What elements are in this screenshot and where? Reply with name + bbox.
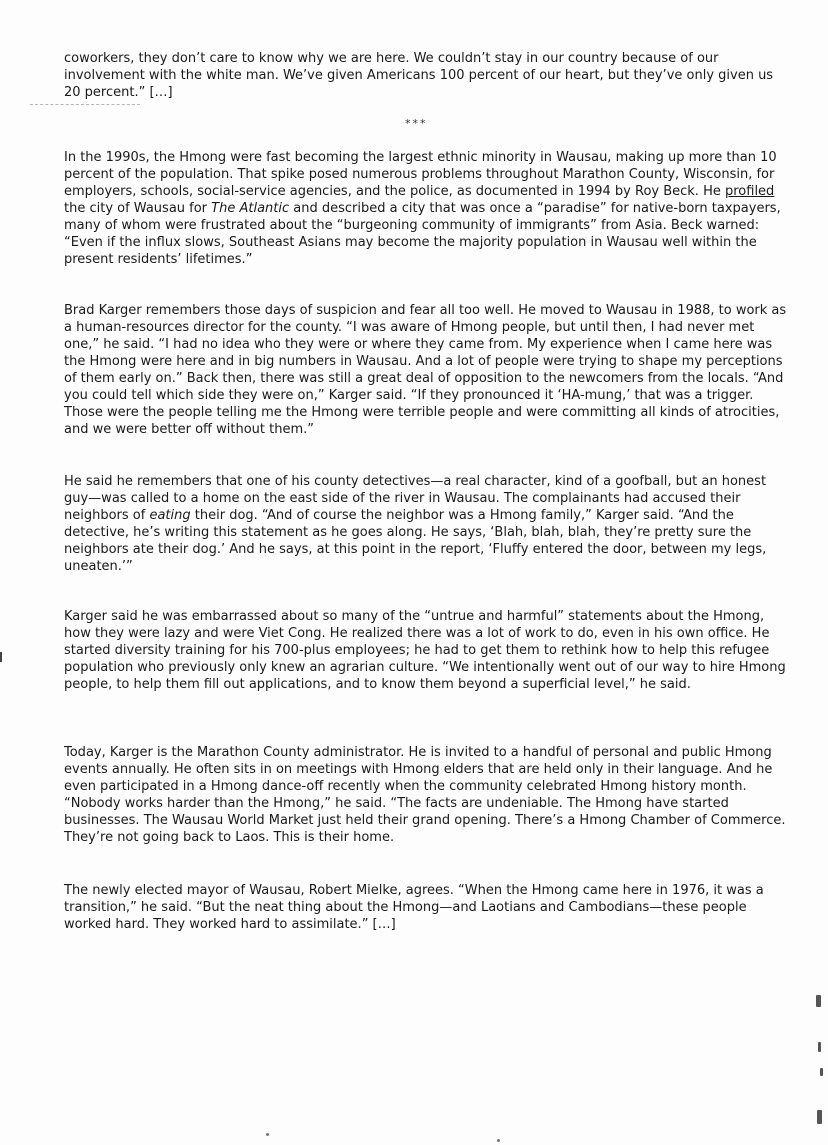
publication-title: The Atlantic: [211, 201, 290, 216]
paragraph-1990s-background: [64, 149, 792, 268]
scan-edge-mark: [816, 995, 821, 1007]
paragraph-mayor-mielke: [64, 882, 792, 933]
paragraph-brad-karger: [64, 302, 792, 438]
paragraph-quote-end: [64, 50, 792, 101]
paragraph-detective-story: [64, 473, 792, 575]
paragraph-text: and described a city that was once a “paradise” for native-born taxpayers, many of whom were frustrated about the “burgeoning community of immigrants” from Asia. Beck warned: “Even if the influx slows, Southeast Asians may become the majority population in Wausau well within the present residents’ lifetimes.”: [64, 201, 781, 267]
paragraph-county-administrator: [64, 744, 792, 846]
emphasis-word: eating: [149, 508, 191, 523]
scan-edge-mark: [818, 1042, 821, 1052]
scan-edge-mark: [820, 1068, 823, 1076]
paragraph-text: In the 1990s, the Hmong were fast becoming the largest ethnic minority in Wausau, making up more than 10 percent of the population. That spike posed numerous problems throughout Marathon County, Wisconsin, for employers, schools, social-service agencies, and the police, as documented in 1994 by Roy Beck. He: [64, 150, 777, 199]
paragraph-text: their dog. “And of course the neighbor was a Hmong family,” Karger said. “And the detective, he’s writing this statement as he goes along. He says, ‘Blah, blah, blah, they’re pretty sure the neighbors ate their dog.’ And he says, at this point in the report, ‘Fluffy entered the door, between my legs, uneaten.’”: [64, 508, 767, 574]
paragraph-text: Today, Karger is the Marathon County administrator. He is invited to a handful of personal and public Hmong events annually. He often sits in on meetings with Hmong elders that are held only in their language. And he even participated in a Hmong dance-off recently when the community celebrated Hmong history month. “Nobody works harder than the Hmong,” he said. “The facts are undeniable. The Hmong have started businesses. The Wausau World Market just held their grand opening. There’s a Hmong Chamber of Commerce. They’re not going back to Laos. This is their home.: [64, 745, 786, 845]
paragraph-text: Brad Karger remembers those days of suspicion and fear all too well. He moved to Wausau in 1988, to work as a human-resources director for the county. “I was aware of Hmong people, but until then, I had never met one,” he said. “I had no idea who they were or where they came from. My experience when I came here was the Hmong were here and in big numbers in Wausau. And a lot of people were trying to shape my perceptions of them early on.” Back then, there was still a great deal of opposition to the newcomers from the locals. “And you could tell which side they were on,” Karger said. “If they pronounced it ‘HA-mung,’ that was a trigger. Those were the people telling me the Hmong were terrible people and were committing all kinds of atrocities, and we were better off without them.”: [64, 303, 787, 437]
paragraph-text: coworkers, they don’t care to know why we are here. We couldn’t stay in our country because of our involvement with the white man. We’ve given Americans 100 percent of our heart, but they’ve only given us 20 percent.” […]: [64, 51, 774, 100]
scan-artifact-line: [30, 104, 140, 105]
paragraph-text: Karger said he was embarrassed about so many of the “untrue and harmful” statements about the Hmong, how they were lazy and were Viet Cong. He realized there was a lot of work to do, even in his own office. He started diversity training for his 700-plus employees; he had to get them to rethink how to help this refugee population who previously only knew an agrarian culture. “We intentionally went out of our way to hire Hmong people, to help them fill out applications, and to know them beyond a superficial level,” he said.: [64, 609, 786, 692]
scan-speck: [497, 1139, 500, 1142]
paragraph-text: the city of Wausau for: [64, 201, 212, 216]
profiled-link[interactable]: profiled: [724, 184, 775, 199]
paragraph-diversity-training: [64, 608, 792, 693]
section-divider: ***: [405, 117, 428, 130]
scan-edge-mark: [0, 652, 2, 662]
paragraph-text: The newly elected mayor of Wausau, Robert Mielke, agrees. “When the Hmong came here in 1976, it was a transition,” he said. “But the neat thing about the Hmong—and Laotians and Cambodians—these people worked hard. They worked hard to assimilate.” […]: [64, 883, 764, 932]
paragraph-text: He said he remembers that one of his county detectives—a real character, kind of a goofball, but an honest guy—was called to a home on the east side of the river in Wausau. The complainants had accused their neighbors of: [64, 474, 767, 523]
scan-edge-mark: [817, 1110, 822, 1124]
scan-speck: [266, 1133, 269, 1136]
